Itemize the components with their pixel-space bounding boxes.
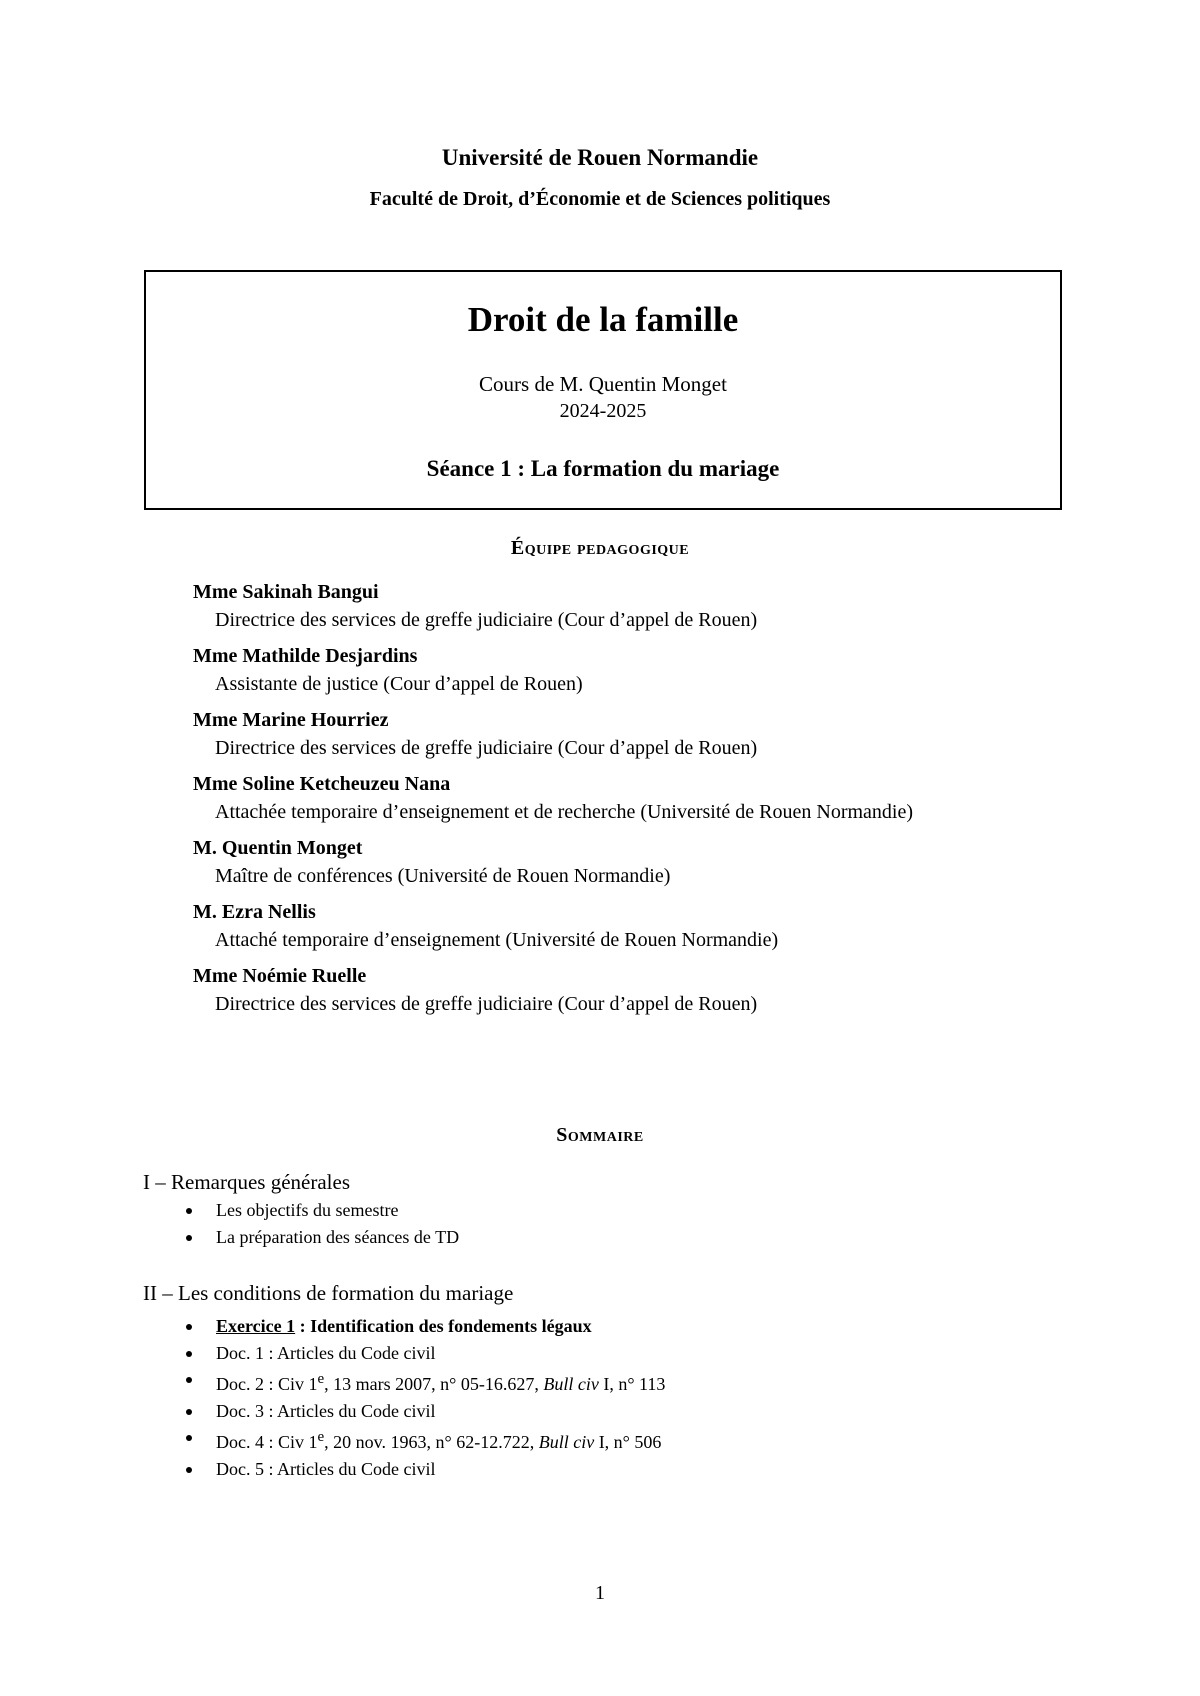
summary-heading: Sommaire: [556, 1124, 644, 1146]
summary-part-2-list: [186, 1313, 665, 1482]
member-name: M. Quentin Monget: [193, 837, 363, 859]
member-role: Directrice des services de greffe judiciaire (Cour d’appel de Rouen): [215, 993, 758, 1015]
team-member: [193, 834, 1093, 890]
team-member: [193, 706, 1093, 762]
member-role: Directrice des services de greffe judiciaire (Cour d’appel de Rouen): [215, 737, 758, 759]
bullet-icon: [186, 1435, 192, 1441]
team-member: [193, 770, 1093, 826]
team-member: [193, 642, 1093, 698]
member-role: Attaché temporaire d’enseignement (Université de Rouen Normandie): [215, 929, 779, 951]
bullet-icon: [186, 1235, 192, 1241]
member-name: M. Ezra Nellis: [193, 901, 316, 923]
course-title-box: [144, 270, 1062, 510]
bullet-icon: [186, 1208, 192, 1214]
bullet-icon: [186, 1324, 192, 1330]
list-item: Doc. 4 : Civ 1e, 20 nov. 1963, n° 62-12.722, Bull civ I, n° 506: [186, 1424, 665, 1456]
member-role: Assistante de justice (Cour d’appel de Rouen): [215, 673, 583, 695]
bullet-icon: [186, 1467, 192, 1473]
member-name: Mme Mathilde Desjardins: [193, 645, 418, 667]
exercise-title: Identification des fondements légaux: [310, 1316, 592, 1336]
list-item: Doc. 5 : Articles du Code civil: [186, 1456, 665, 1483]
team-member: [193, 898, 1093, 954]
exercise-label: Exercice 1: [216, 1316, 296, 1336]
list-item: Doc. 2 : Civ 1e, 13 mars 2007, n° 05-16.627, Bull civ I, n° 113: [186, 1366, 665, 1398]
member-role: Maître de conférences (Université de Rouen Normandie): [215, 865, 671, 887]
list-item-exercise: Exercice 1 : Identification des fondements légaux: [186, 1313, 665, 1340]
list-item: Doc. 3 : Articles du Code civil: [186, 1398, 665, 1425]
bullet-icon: [186, 1351, 192, 1357]
university-name: Université de Rouen Normandie: [441, 145, 759, 170]
member-name: Mme Sakinah Bangui: [193, 581, 379, 603]
member-role: Directrice des services de greffe judiciaire (Cour d’appel de Rouen): [215, 609, 758, 631]
session-title: Séance 1 : La formation du mariage: [426, 456, 780, 481]
team-member: [193, 962, 1093, 1018]
member-role: Attachée temporaire d’enseignement et de recherche (Université de Rouen Normandie): [215, 801, 914, 823]
bullet-icon: [186, 1409, 192, 1415]
course-title: Droit de la famille: [467, 300, 739, 339]
team-member: [193, 578, 1093, 634]
course-lecturer: Cours de M. Quentin Monget: [479, 372, 727, 396]
summary-part-2-title: II – Les conditions de formation du mariage: [143, 1281, 514, 1305]
list-item: La préparation des séances de TD: [186, 1224, 459, 1251]
summary-part-1-list: [186, 1197, 459, 1250]
member-name: Mme Soline Ketcheuzeu Nana: [193, 773, 451, 795]
member-name: Mme Noémie Ruelle: [193, 965, 367, 987]
member-name: Mme Marine Hourriez: [193, 709, 389, 731]
faculty-name: Faculté de Droit, d’Économie et de Sciences politiques: [369, 188, 831, 210]
list-item: Les objectifs du semestre: [186, 1197, 459, 1224]
team-list: [193, 578, 1093, 1026]
page-number: 1: [595, 1582, 605, 1604]
bullet-icon: [186, 1377, 192, 1383]
list-item: Doc. 1 : Articles du Code civil: [186, 1340, 665, 1367]
team-heading: Équipe pedagogique: [510, 537, 690, 559]
academic-year: 2024-2025: [559, 400, 647, 422]
summary-part-1-title: I – Remarques générales: [143, 1170, 350, 1194]
